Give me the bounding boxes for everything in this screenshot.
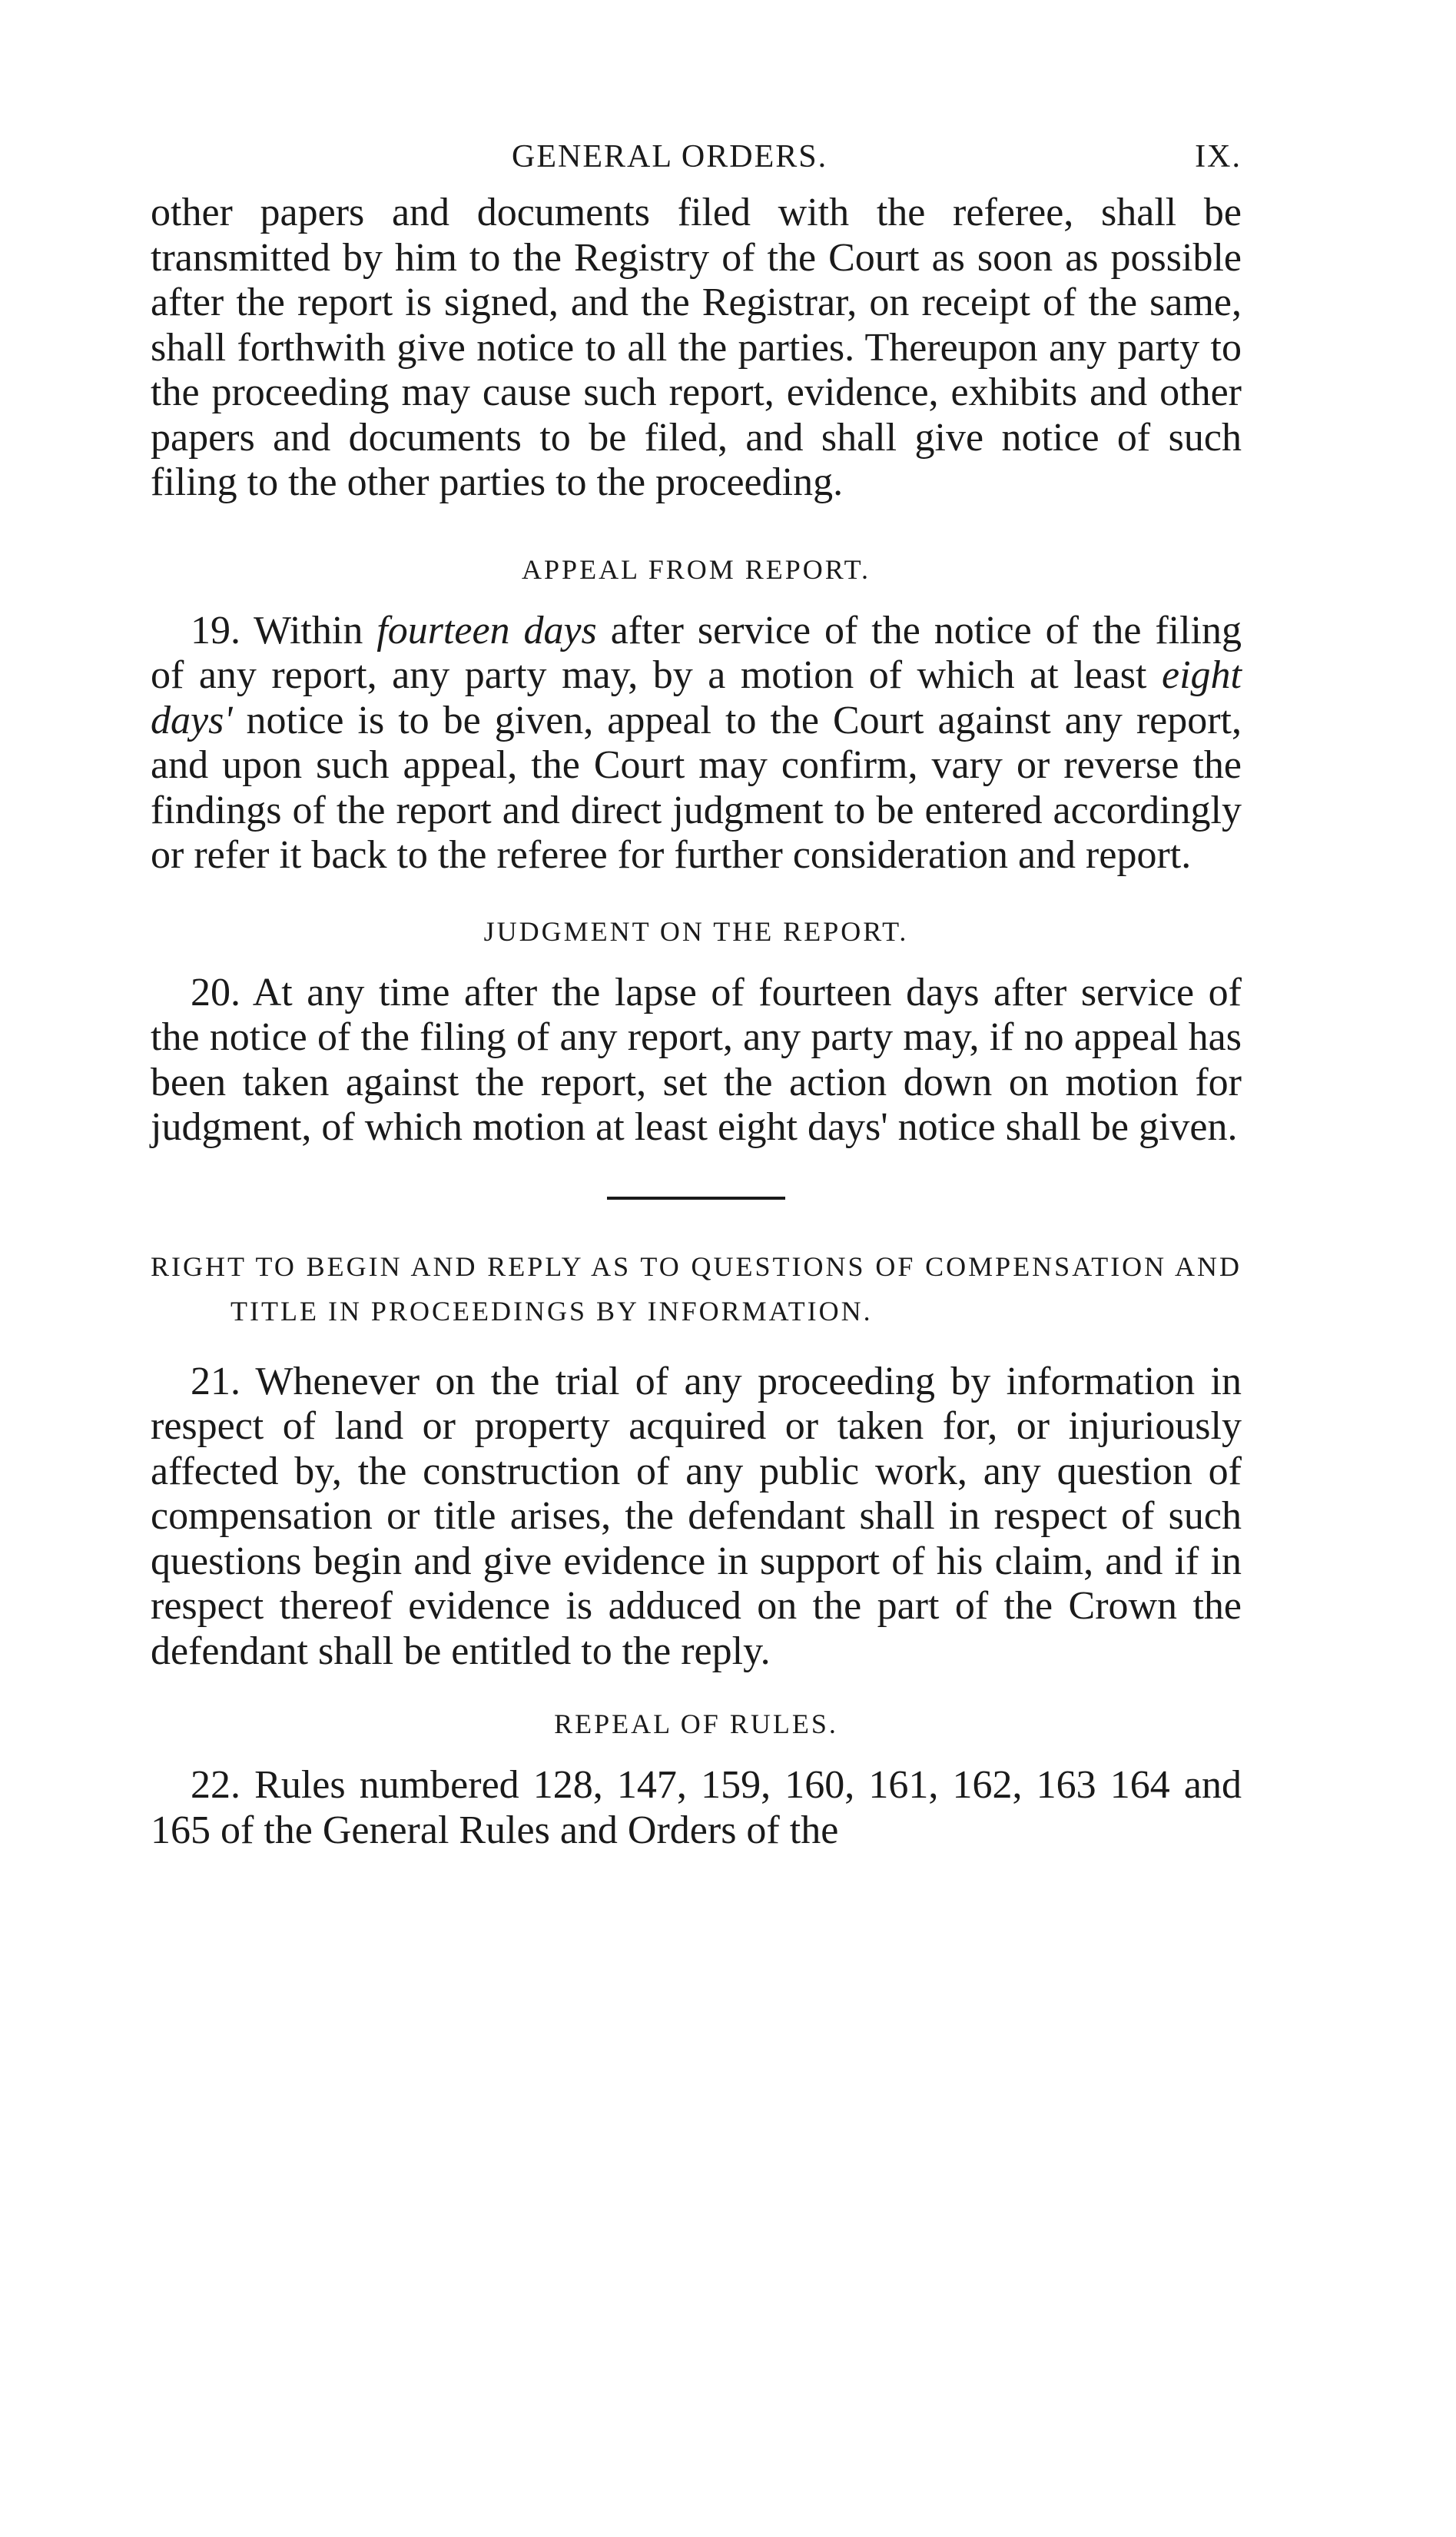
- paragraph-text: Rules numbered 128, 147, 159, 160, 161, 162, 163 164 and 165 of the General Rules and Orders of the: [151, 1763, 1242, 1852]
- section-heading-repeal: REPEAL OF RULES.: [554, 1708, 838, 1739]
- paragraph-text: Whenever on the trial of any proceeding by information in respect of land or property acquired or taken for, or injuriously affected by, the construction of any public work, any question of compensation or title arises, the defendant shall in respect of such questions begin and give evidence in support of his claim, and if in respect thereof evidence is adduced on the part of the Crown the defendant shall be entitled to the reply.: [151, 1359, 1242, 1673]
- section-divider: [607, 1197, 785, 1200]
- section-heading-judgment: JUDGMENT ON THE REPORT.: [483, 915, 909, 947]
- paragraph-22: [151, 1763, 1242, 1853]
- paragraph-text: after service of the notice of the filing of any report, any party may, by a motion of which at least: [151, 608, 1242, 697]
- paragraph-20: [151, 971, 1242, 1151]
- section-heading-appeal: APPEAL FROM REPORT.: [522, 553, 871, 585]
- running-title: GENERAL ORDERS.: [512, 139, 828, 174]
- paragraph-number: 21.: [191, 1359, 240, 1403]
- paragraph-number: 19.: [191, 608, 240, 653]
- paragraph-text: notice is to be given, appeal to the Court against any report, and upon such appeal, the Court may confirm, vary or reverse the findings of the report and direct judgment to be entered accordingly or refer it back to the referee for further consideration and report.: [151, 698, 1242, 877]
- section-heading-right-to-begin: RIGHT TO BEGIN AND REPLY AS TO QUESTIONS OF COMPENSATION AND TITLE IN PROCEEDINGS BY INFORMATION.: [151, 1250, 1242, 1327]
- paragraph-text: At any time after the lapse of fourteen days after service of the notice of the filing of any report, any party may, if no appeal has been taken against the report, set the action down on motion for judgment, of which motion at least eight days' notice shall be given.: [151, 970, 1242, 1149]
- paragraph-number: 22.: [191, 1763, 240, 1807]
- paragraph-21: [151, 1360, 1242, 1675]
- continuation-paragraph: other papers and documents filed with the referee, shall be transmitted by him to the Registry of the Court as soon as possible after the report is signed, and the Registrar, on receipt of the same, shall forthwith give notice to all the parties. Thereupon any party to the proceeding may cause such report, evidence, exhibits and other papers and documents to be filed, and shall give notice of such filing to the other parties to the proceeding.: [151, 191, 1242, 504]
- page-folio: IX.: [1195, 139, 1242, 174]
- running-head: [151, 115, 1242, 177]
- document-page: [151, 115, 1242, 1853]
- paragraph-number: 20.: [191, 970, 240, 1014]
- paragraph-19: [151, 609, 1242, 878]
- italic-text: fourteen days: [376, 608, 597, 653]
- italic-text: eight days': [151, 653, 1242, 742]
- paragraph-text: Within: [240, 608, 377, 653]
